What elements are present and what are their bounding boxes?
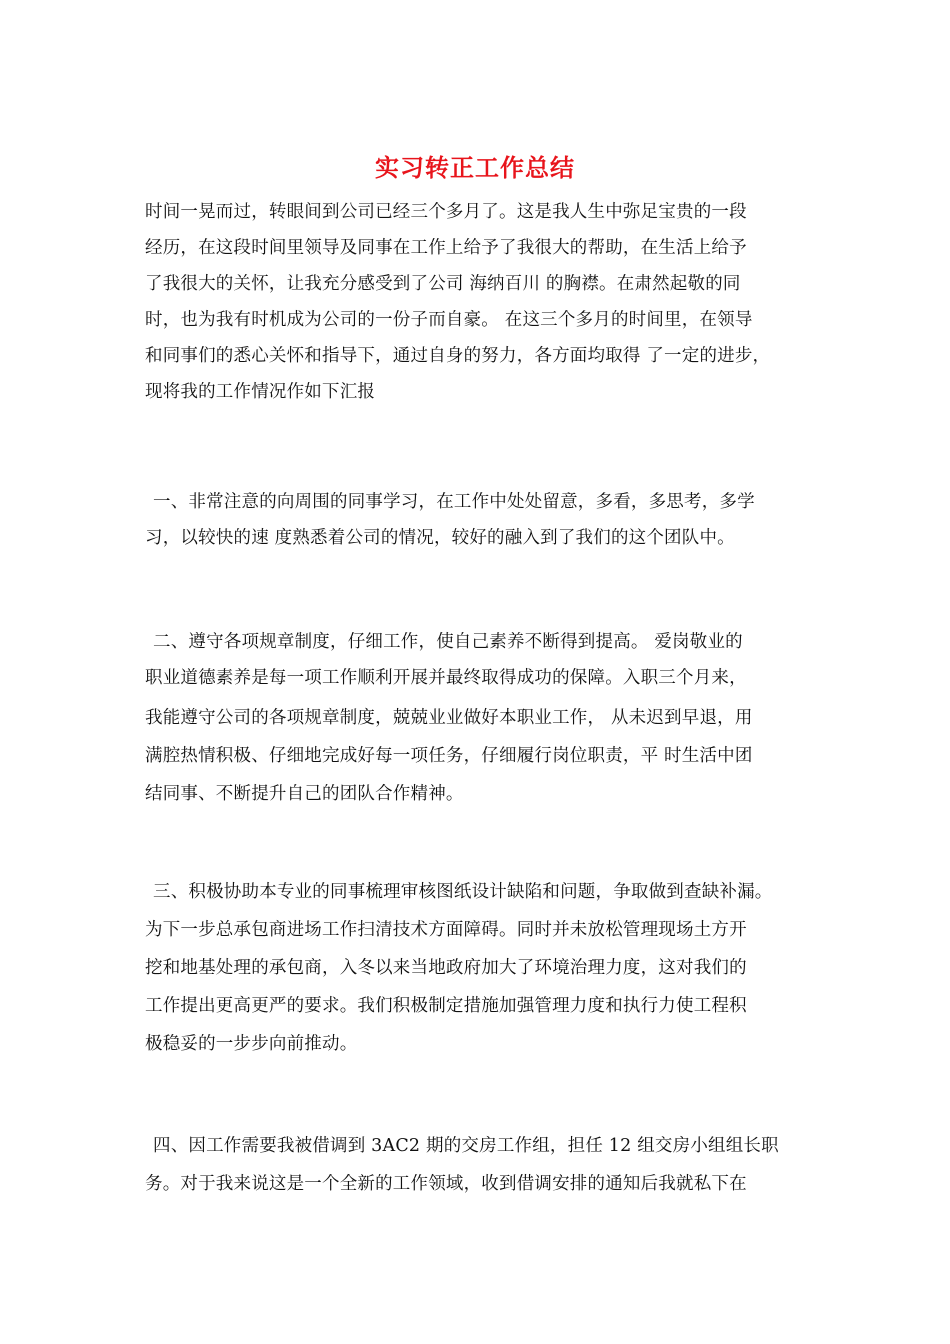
paragraph-4-line-4: 工作提出更高更严的要求。我们积极制定措施加强管理力度和执行力使工程积 [145, 996, 747, 1016]
paragraph-1-line-4: 时，也为我有时机成为公司的一份子而自豪。 在这三个多月的时间里，在领导 [145, 310, 753, 330]
paragraph-3-line-1: 二、遵守各项规章制度，仔细工作，使自己素养不断得到提高。 爱岗敬业的 [153, 632, 743, 652]
paragraph-1-line-2: 经历，在这段时间里领导及同事在工作上给予了我很大的帮助，在生活上给予 [145, 238, 747, 258]
document-title: 实习转正工作总结 [375, 153, 575, 182]
paragraph-4-line-1: 三、积极协助本专业的同事梳理审核图纸设计缺陷和问题，争取做到查缺补漏。 [153, 882, 773, 902]
paragraph-3-line-5: 结同事、不断提升自己的团队合作精神。 [145, 784, 464, 804]
paragraph-3-line-2: 职业道德素养是每一项工作顺利开展并最终取得成功的保障。入职三个月来， [145, 668, 747, 688]
paragraph-4-line-3: 挖和地基处理的承包商，入冬以来当地政府加大了环境治理力度，这对我们的 [145, 958, 747, 978]
paragraph-1-line-5: 和同事们的悉心关怀和指导下，通过自身的努力，各方面均取得 了一定的进步， [145, 346, 771, 366]
paragraph-3-line-3: 我能遵守公司的各项规章制度，兢兢业业做好本职业工作， 从未迟到早退，用 [145, 708, 753, 728]
paragraph-4-line-5: 极稳妥的一步步向前推动。 [145, 1034, 358, 1054]
paragraph-3-line-4: 满腔热情积极、仔细地完成好每一项任务，仔细履行岗位职责，平 时生活中团 [145, 746, 753, 766]
paragraph-5-line-2: 务。对于我来说这是一个全新的工作领域，收到借调安排的通知后我就私下在 [145, 1174, 747, 1194]
paragraph-5-line-1: 四、因工作需要我被借调到 3AC2 期的交房工作组，担任 12 组交房小组组长职 [153, 1136, 779, 1156]
paragraph-2-line-1: 一、非常注意的向周围的同事学习，在工作中处处留意，多看，多思考，多学 [153, 492, 755, 512]
paragraph-1-line-1: 时间一晃而过，转眼间到公司已经三个多月了。这是我人生中弥足宝贵的一段 [145, 202, 747, 222]
paragraph-1-line-3: 了我很大的关怀，让我充分感受到了公司 海纳百川 的胸襟。在肃然起敬的同 [145, 274, 741, 294]
paragraph-1-line-6: 现将我的工作情况作如下汇报 [145, 382, 376, 402]
paragraph-4-line-2: 为下一步总承包商进场工作扫清技术方面障碍。同时并未放松管理现场土方开 [145, 920, 747, 940]
paragraph-2-line-2: 习，以较快的速 度熟悉着公司的情况，较好的融入到了我们的这个团队中。 [145, 528, 735, 548]
